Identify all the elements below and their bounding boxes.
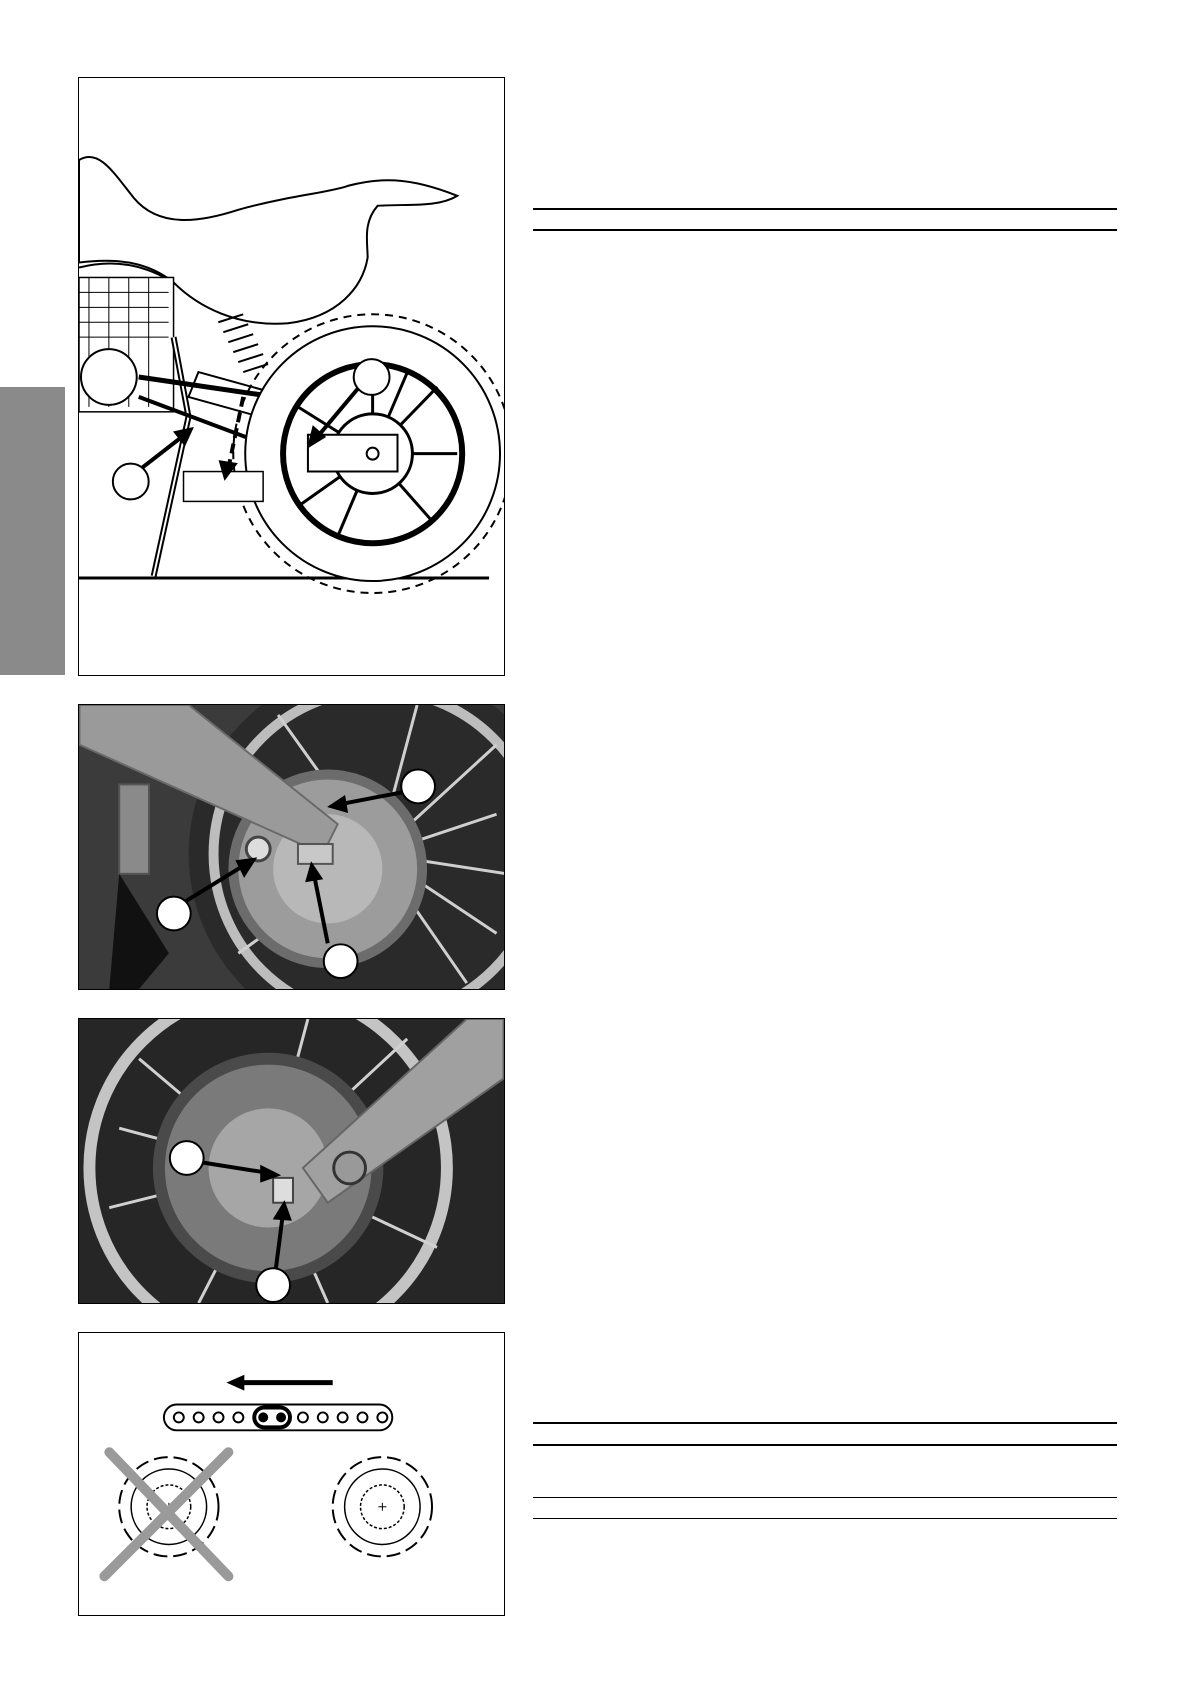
callout-marker	[401, 770, 435, 804]
section-rule-top-lower	[533, 229, 1117, 231]
callout-marker	[354, 359, 390, 395]
chain-link-illustration	[79, 1333, 504, 1615]
figure-axle-photo-right	[78, 1018, 505, 1304]
section-rule-mid-lower	[533, 1444, 1117, 1446]
figure-swingarm-drawing	[78, 77, 505, 676]
figure-chain-link-diagram	[78, 1332, 505, 1616]
callout-marker	[157, 897, 191, 931]
callout-marker	[113, 464, 149, 500]
section-rule-mid	[533, 1422, 1117, 1424]
section-rule-bottom	[533, 1497, 1117, 1498]
callout-marker	[256, 1268, 290, 1302]
swingarm-drawing-illustration	[79, 78, 504, 675]
figure-axle-photo-left	[78, 704, 505, 990]
section-rule-bottom-lower	[533, 1518, 1117, 1519]
section-side-tab	[0, 387, 65, 675]
callout-marker	[324, 944, 358, 978]
axle-photo-right-illustration	[79, 1019, 504, 1303]
sprocket-correct	[333, 1457, 432, 1556]
axle-photo-left-illustration	[79, 705, 504, 989]
callout-marker	[170, 1141, 204, 1175]
section-rule-top	[533, 208, 1117, 210]
